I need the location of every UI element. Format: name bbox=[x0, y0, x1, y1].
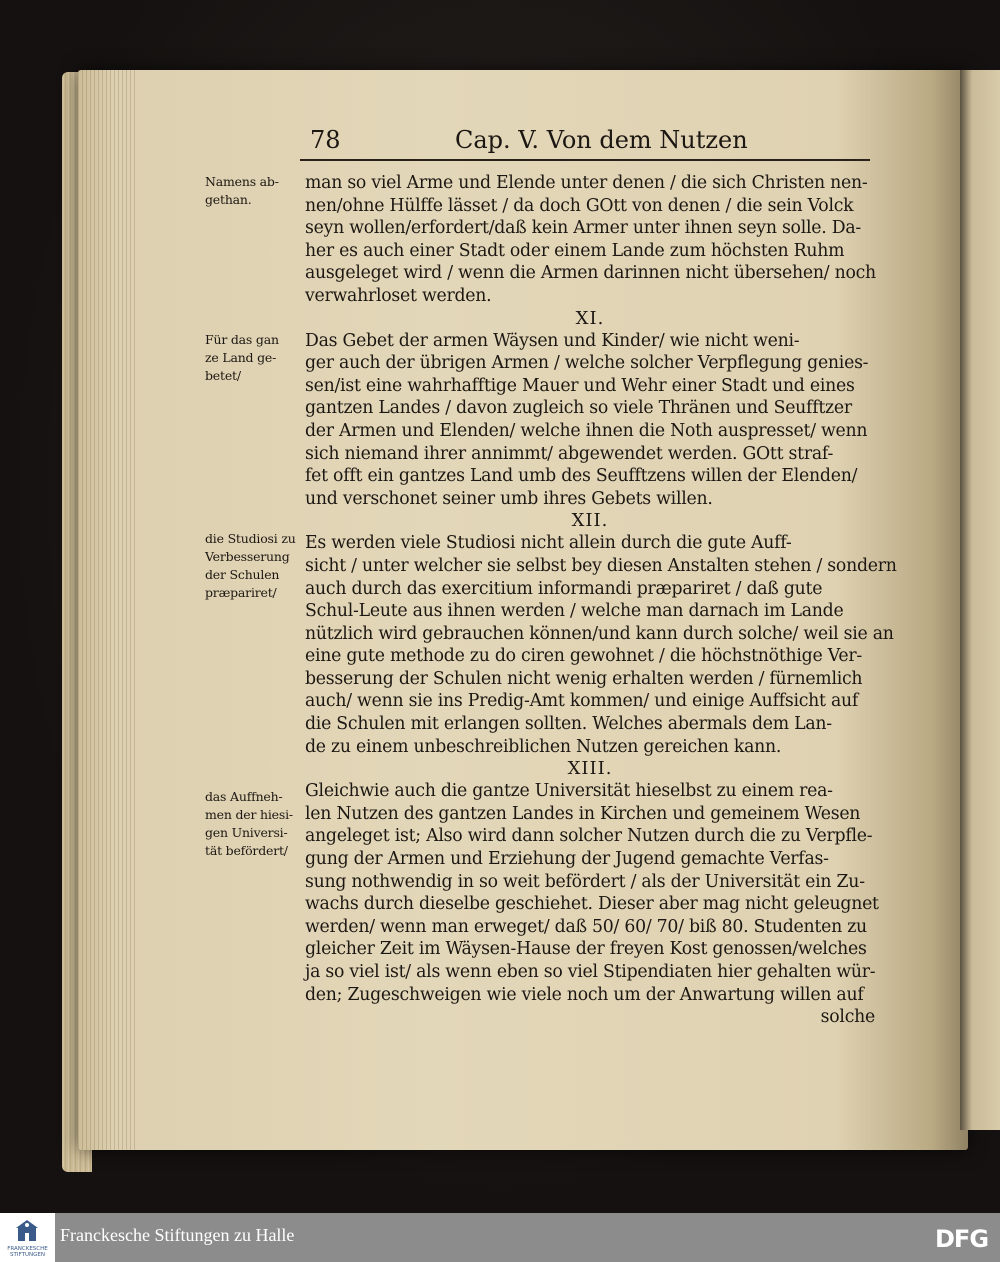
text-line: nützlich wird gebrauchen können/und kann durch solche/ weil sie an bbox=[305, 623, 894, 644]
margin-note-line: gen Universi- bbox=[205, 825, 288, 840]
section-heading: XIII. bbox=[567, 758, 613, 780]
text-line: nen/ohne Hülffe lässet / da doch GOtt von denen / die sein Volck bbox=[305, 195, 854, 216]
logo-text-line: STIFTUNGEN bbox=[10, 1252, 45, 1258]
text-line: und verschonet seiner umb ihres Gebets willen. bbox=[305, 488, 713, 509]
text-line: len Nutzen des gantzen Landes in Kirchen und gemeinem Wesen bbox=[305, 803, 861, 824]
margin-note-line: men der hiesi- bbox=[205, 807, 293, 822]
text-line: die Schulen mit erlangen sollten. Welches abermals dem Lan- bbox=[305, 714, 832, 735]
section-heading: XII. bbox=[571, 510, 609, 532]
text-line: auch/ wenn sie ins Predig-Amt kommen/ und einige Auffsicht auf bbox=[305, 691, 859, 712]
margin-note-line: das Auffneh- bbox=[205, 789, 283, 804]
text-line: fet offt ein gantzes Land umb des Seufftzens willen der Elenden/ bbox=[305, 466, 858, 487]
margin-note-line: Verbesserung bbox=[205, 549, 290, 564]
text-line: ja so viel ist/ als wenn eben so viel Stipendiaten hier gehalten wür- bbox=[305, 962, 876, 982]
text-line: ausgeleget wird / wenn die Armen darinnen nicht übersehen/ noch bbox=[305, 263, 876, 284]
dfg-logo[interactable]: DFG bbox=[935, 1225, 989, 1253]
text-line: den; Zugeschweigen wie viele noch um der Anwartung willen auf bbox=[305, 984, 864, 1005]
logo-text bbox=[2, 1246, 53, 1258]
header-rule bbox=[300, 159, 870, 161]
text-line: sung nothwendig in so weit befördert / als der Universität ein Zu- bbox=[305, 871, 865, 892]
text-line: Schul-Leute aus ihnen werden / welche man darnach im Lande bbox=[305, 601, 844, 622]
margin-note bbox=[205, 530, 310, 602]
text-line: sen/ist eine wahrhafftige Mauer und Wehr einer Stadt und eines bbox=[305, 375, 855, 396]
body-text bbox=[305, 172, 897, 1029]
page-number: 78 bbox=[310, 126, 341, 154]
section-heading: XI. bbox=[575, 307, 605, 329]
text-line: auch durch das exercitium informandi præpariret / daß gute bbox=[305, 578, 823, 599]
margin-note-line: tät befördert/ bbox=[205, 843, 288, 858]
margin-note-line: gethan. bbox=[205, 192, 252, 207]
text-line: Es werden viele Studiosi nicht allein durch die gute Auff- bbox=[305, 533, 792, 554]
text-line: man so viel Arme und Elende unter denen / die sich Christen nen- bbox=[305, 173, 868, 193]
margin-note-line: Für das gan bbox=[205, 332, 279, 347]
text-line: Gleichwie auch die gantze Universität hieselbst zu einem rea- bbox=[305, 781, 833, 802]
running-head: Cap. V. Von dem Nutzen bbox=[455, 126, 748, 154]
margin-note bbox=[205, 173, 310, 209]
text-line: gleicher Zeit im Wäysen-Hause der freyen Kost genossen/welches bbox=[305, 939, 867, 960]
text-line: besserung der Schulen nicht wenig erhalten werden / fürnemlich bbox=[305, 668, 863, 689]
text-line: der Armen und Elenden/ welche ihnen die Noth auspresset/ wenn bbox=[305, 420, 868, 441]
text-line: wachs durch dieselbe geschiehet. Dieser aber mag nicht geleugnet bbox=[305, 894, 879, 915]
margin-note bbox=[205, 788, 310, 860]
margin-note bbox=[205, 331, 310, 385]
text-line: Das Gebet der armen Wäysen und Kinder/ wie nicht weni- bbox=[305, 330, 800, 351]
text-line: her es auch einer Stadt oder einem Lande zum höchsten Ruhm bbox=[305, 240, 845, 261]
text-line: werden/ wenn man erweget/ daß 50/ 60/ 70/ biß 80. Studenten zu bbox=[305, 916, 867, 937]
text-line: gung der Armen und Erziehung der Jugend gemachte Verfas- bbox=[305, 849, 829, 870]
text-line: angeleget ist; Also wird dann solcher Nutzen durch die zu Verpfle- bbox=[305, 826, 873, 847]
text-line: de zu einem unbeschreiblichen Nutzen gereichen kann. bbox=[305, 736, 782, 757]
margin-note-line: præpariret/ bbox=[205, 585, 277, 600]
text-line: gantzen Landes / davon zugleich so viele Thränen und Seufftzer bbox=[305, 398, 852, 419]
margin-note-line: ze Land ge- bbox=[205, 350, 277, 365]
text-line: sicht / unter welcher sie selbst bey diesen Anstalten stehen / sondern bbox=[305, 555, 897, 576]
logo-text-line: FRANCKESCHE bbox=[7, 1246, 48, 1252]
viewer-footer bbox=[0, 1213, 1000, 1262]
margin-note-line: der Schulen bbox=[205, 567, 280, 582]
text-line: verwahrloset werden. bbox=[305, 285, 492, 306]
page-header bbox=[300, 124, 870, 160]
margin-note-line: Namens ab- bbox=[205, 174, 279, 189]
text-line: eine gute methode zu do ciren gewohnet / die höchstnöthige Ver- bbox=[305, 646, 862, 667]
catchword: solche bbox=[820, 1007, 875, 1028]
facing-page-edge bbox=[960, 70, 1000, 1130]
footer-title: Franckesche Stiftungen zu Halle bbox=[60, 1225, 295, 1245]
margin-note-line: die Studiosi zu bbox=[205, 531, 296, 546]
text-line: seyn wollen/erfordert/daß kein Armer unter ihnen seyn solle. Da- bbox=[305, 218, 861, 239]
franckesche-stiftungen-logo-icon bbox=[16, 1219, 38, 1243]
text-line: ger auch der übrigen Armen / welche solcher Verpflegung genies- bbox=[305, 353, 869, 374]
text-line: sich niemand ihrer annimmt/ abgewendet werden. GOtt straf- bbox=[305, 443, 834, 464]
institution-logo[interactable] bbox=[0, 1213, 55, 1262]
margin-note-line: betet/ bbox=[205, 368, 241, 383]
